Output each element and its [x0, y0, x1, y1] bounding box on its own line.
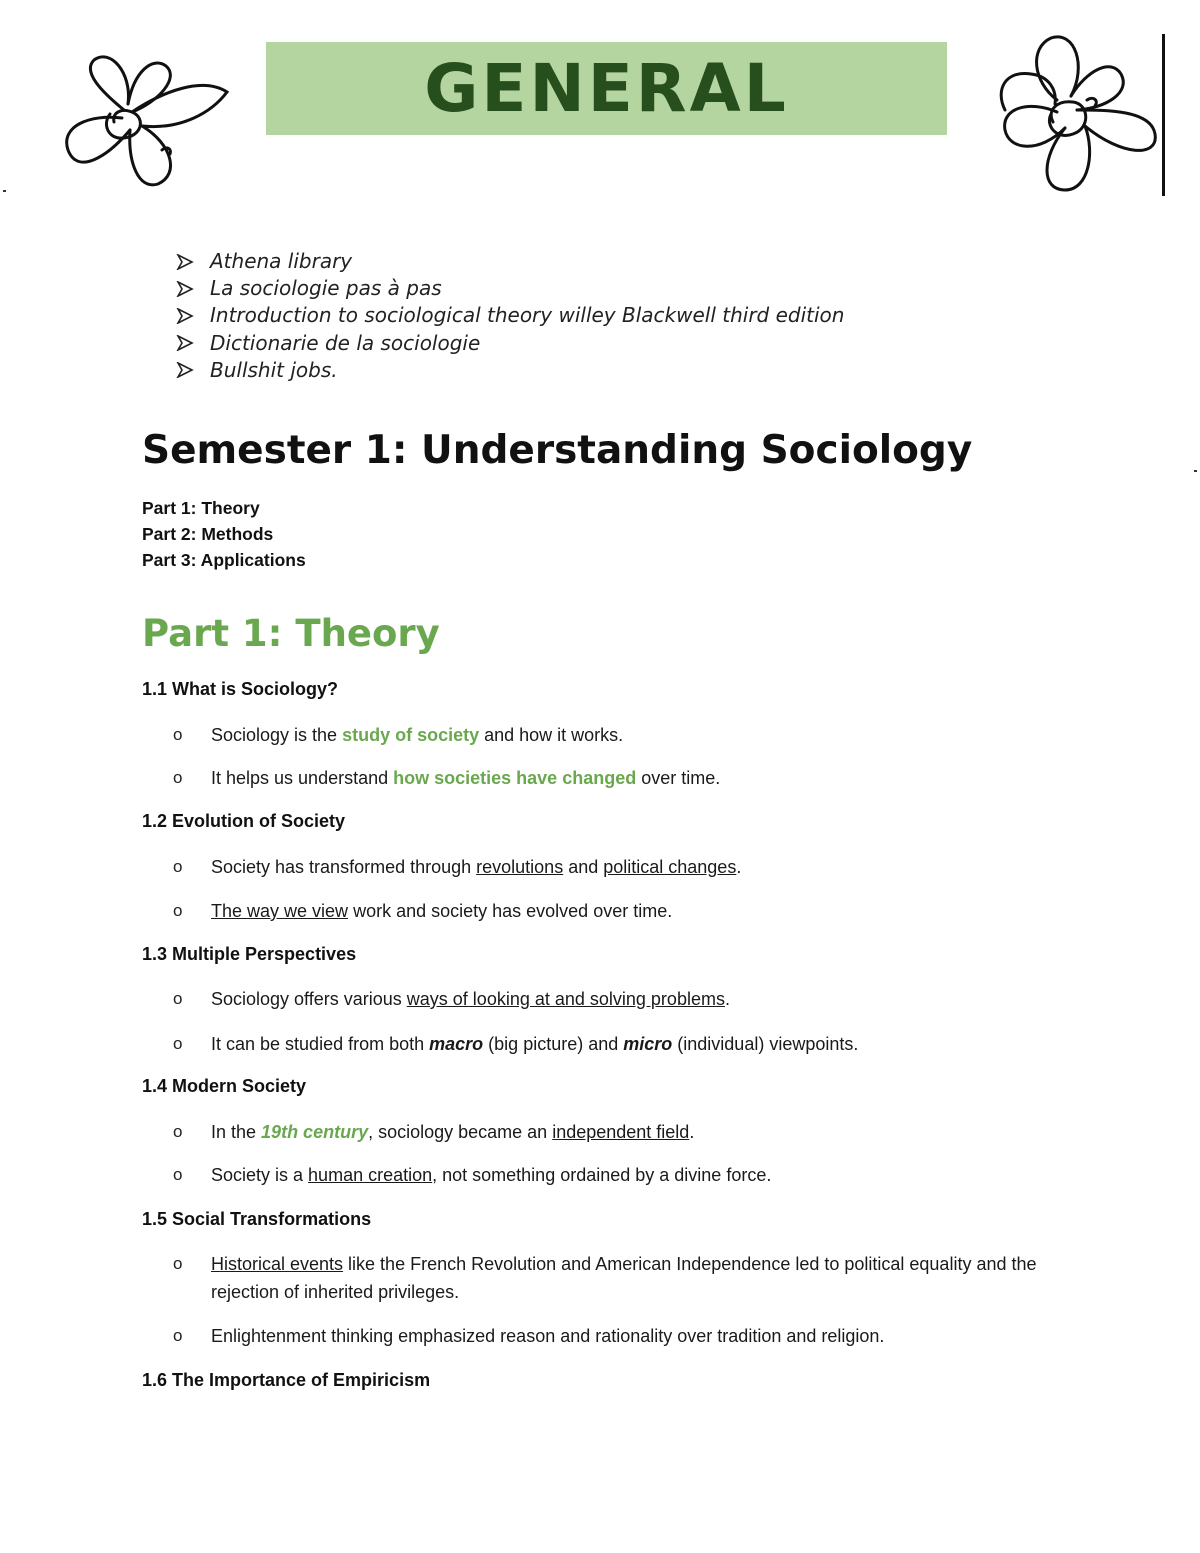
- bullet-item: o It can be studied from both macro (big picture) and micro (individual) viewpoints.: [211, 1030, 1091, 1058]
- bullet-item: o Society has transformed through revolutions and political changes.: [211, 853, 1091, 881]
- underlined-term: ways of looking at and solving problems: [406, 989, 725, 1009]
- part-heading: Part 1: Theory: [142, 612, 440, 655]
- bullet-marker: o: [173, 1326, 183, 1345]
- arrow-bullet-icon: [176, 281, 210, 297]
- reference-text: Bullshit jobs.: [210, 357, 338, 382]
- bullet-item: o Sociology is the study of society and how it works.: [211, 721, 1091, 749]
- page-title: GENERAL: [424, 50, 789, 127]
- section-heading: 1.1 What is Sociology?: [142, 679, 339, 699]
- section-heading: 1.2 Evolution of Society: [142, 811, 346, 831]
- underlined-term: The way we view: [211, 901, 349, 921]
- bullet-item: o In the 19th century, sociology became an independent field.: [211, 1118, 1091, 1146]
- reference-text: Dictionarie de la sociologie: [210, 330, 481, 355]
- bullet-marker: o: [173, 857, 183, 876]
- arrow-bullet-icon: [176, 254, 210, 270]
- reference-text: Athena library: [210, 249, 353, 273]
- emphasis-term: macro: [429, 1034, 484, 1054]
- list-item: [176, 248, 844, 275]
- bullet-item: o Enlightenment thinking emphasized reason and rationality over tradition and religion.: [211, 1322, 1091, 1350]
- page-mark: [1194, 470, 1197, 472]
- parts-outline: [142, 495, 306, 573]
- underlined-term: independent field: [552, 1122, 690, 1142]
- section-heading: 1.6 The Importance of Empiricism: [142, 1370, 431, 1390]
- reference-text: Introduction to sociological theory willey Blackwell third edition: [210, 303, 845, 328]
- list-item: [176, 330, 844, 357]
- bullet-marker: o: [173, 1165, 183, 1184]
- bullet-marker: o: [173, 901, 183, 920]
- bullet-marker: o: [173, 989, 183, 1008]
- bullet-marker: o: [173, 1122, 183, 1141]
- arrow-bullet-icon: [176, 335, 210, 351]
- list-item: [176, 275, 844, 302]
- bullet-item: o Historical events like the French Revolution and American Independence led to political equality and the rejection of inherited privileges.: [211, 1250, 1091, 1306]
- underlined-term: political changes: [603, 857, 737, 877]
- bullet-marker: o: [173, 1034, 183, 1053]
- arrow-bullet-icon: [176, 308, 210, 324]
- outline-item: Part 1: Theory: [142, 498, 260, 518]
- bullet-item: o The way we view work and society has evolved over time.: [211, 897, 1091, 925]
- highlight: 19th century: [261, 1122, 369, 1142]
- bullet-marker: o: [173, 725, 183, 744]
- outline-item: Part 2: Methods: [142, 524, 274, 544]
- emphasis-term: micro: [623, 1034, 673, 1054]
- page-mark: [3, 190, 6, 192]
- highlight: study of society: [342, 725, 480, 745]
- outline-item: Part 3: Applications: [142, 550, 306, 570]
- highlight: how societies have changed: [393, 768, 637, 788]
- list-item: [176, 302, 844, 329]
- bullet-marker: o: [173, 768, 183, 787]
- bullet-item: o Society is a human creation, not something ordained by a divine force.: [211, 1161, 1091, 1189]
- bullet-marker: o: [173, 1254, 183, 1273]
- list-item: [176, 357, 844, 384]
- flower-doodle-icon: [995, 30, 1165, 200]
- underlined-term: Historical events: [211, 1254, 344, 1274]
- semester-heading: Semester 1: Understanding Sociology: [142, 428, 973, 473]
- flower-doodle-icon: [62, 52, 237, 192]
- section-heading: 1.3 Multiple Perspectives: [142, 944, 357, 964]
- reference-list: [176, 248, 844, 384]
- section-heading: 1.4 Modern Society: [142, 1076, 307, 1096]
- reference-text: La sociologie pas à pas: [210, 276, 442, 301]
- bullet-item: o It helps us understand how societies have changed over time.: [211, 764, 1091, 792]
- arrow-bullet-icon: [176, 362, 210, 378]
- section-heading: 1.5 Social Transformations: [142, 1209, 372, 1229]
- bullet-item: o Sociology offers various ways of looking at and solving problems.: [211, 985, 1091, 1013]
- underlined-term: human creation: [308, 1165, 433, 1185]
- vertical-rule: [1162, 34, 1165, 196]
- underlined-term: revolutions: [476, 857, 564, 877]
- title-banner: [266, 42, 947, 135]
